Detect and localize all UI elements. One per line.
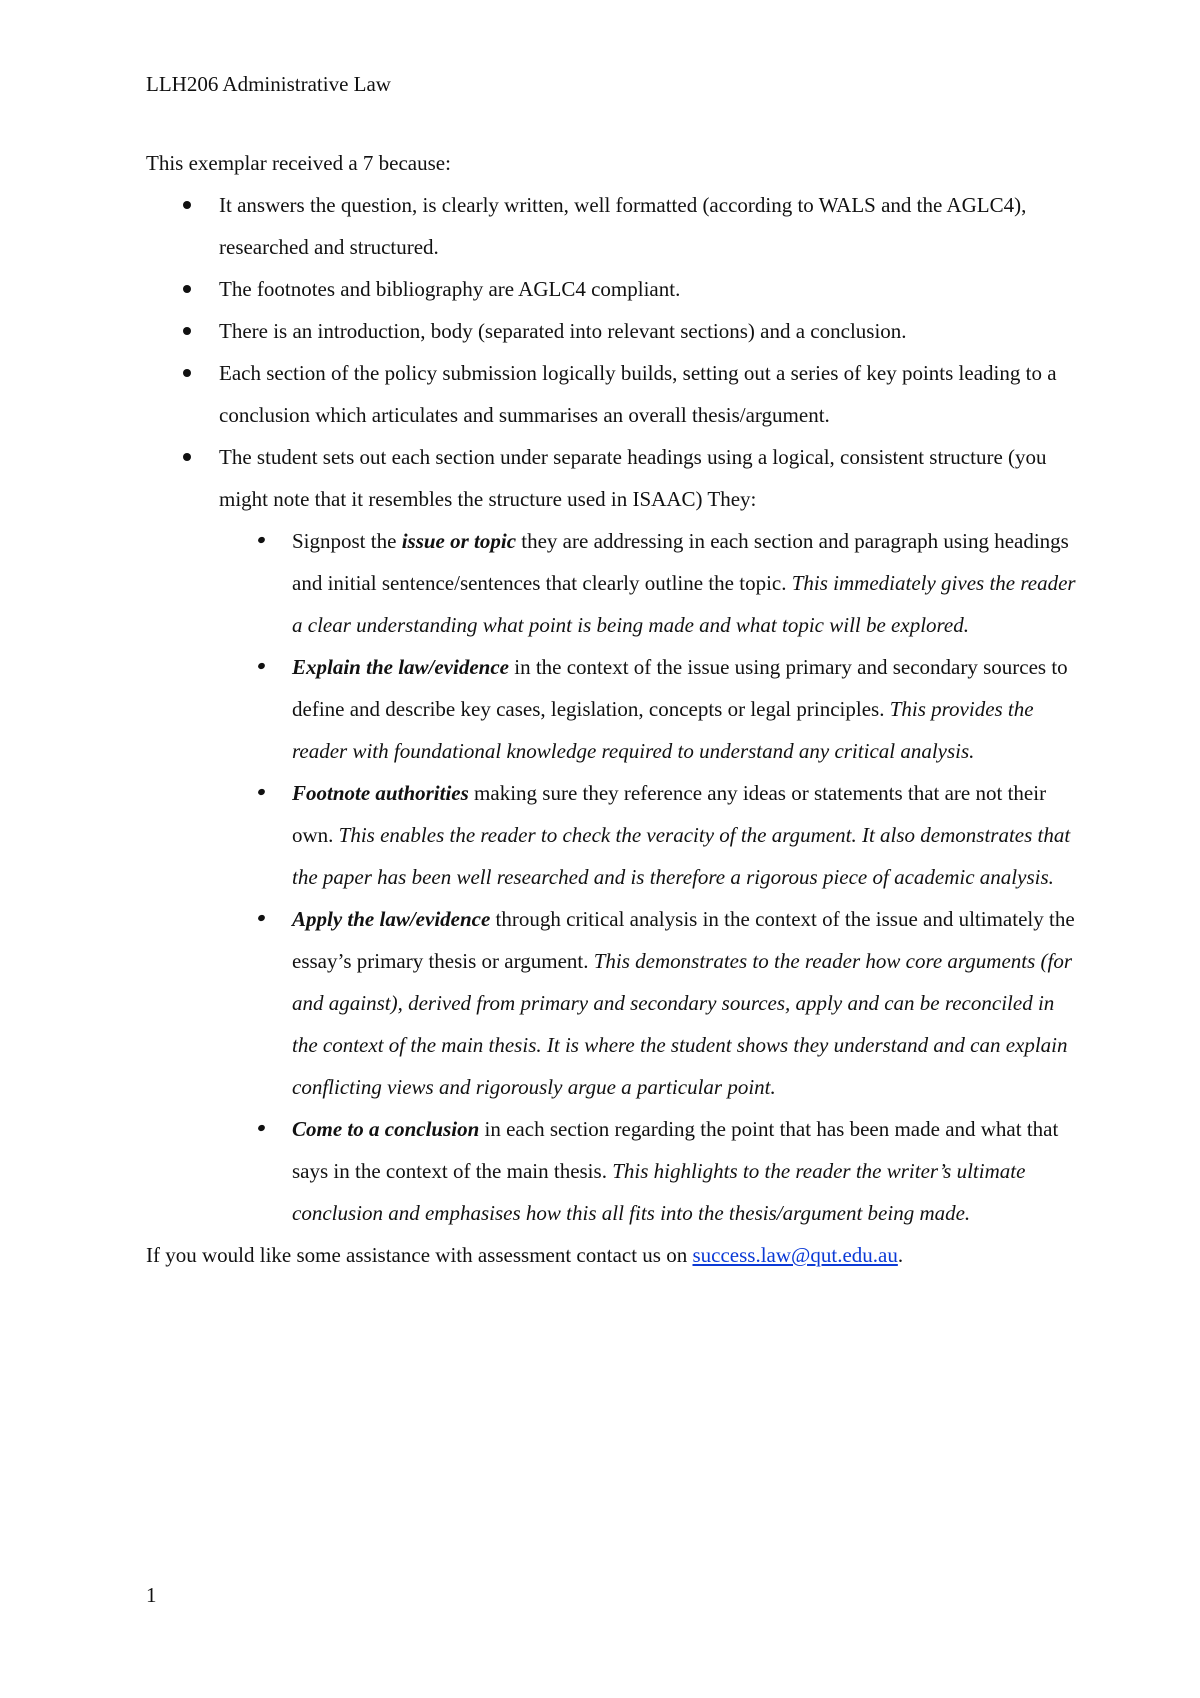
sub-list-item: Explain the law/evidence in the context of the issue using primary and secondary sources to define and describe key cases, legislation, concepts or legal principles. This provides the reader with foundational knowledge required to understand any critical analysis. [292, 646, 1076, 772]
bullet-icon [183, 201, 191, 209]
list-item: The student sets out each section under separate headings using a logical, consistent structure (you might note that it resembles the structure used in ISAAC) They: Signpost the issue or topic they are addressing in each section and paragraph using headings and initial sentence/sentences that clearly outline the topic. This immediately gives the reader a clear understanding what point is being made and what topic will be explored. Explain the law/evidence in the context of the issue using primary and secondary sources to define and describe key cases, legislation, concepts or legal principles. This provides the reader with foundational knowledge required to understand any critical analysis. Footnote authorities making sure they reference any ideas or statements that are not their own. This enables the reader to check the veracity of the argument. It also demonstrates that the paper has been well researched and is therefore a rigorous piece of academic analysis. Apply the law/evidence through critical analysis in the context of the issue and ultimately the essay’s primary thesis or argument. This demonstrates to the reader how core arguments (for and against), derived from primary and secondary sources, apply and can be reconciled in the context of the main thesis. It is where the student shows they understand and can explain conflicting views and rigorously argue a particular point. Come to a conclusion in each section regarding the point that has been made and what that says in the context of the main thesis. This highlights to the reader the writer’s ultimate conclusion and emphasises how this all fits into the thesis/argument being made. [219, 436, 1076, 1234]
list-item: The footnotes and bibliography are AGLC4 compliant. [219, 268, 1076, 310]
sub-list-item: Apply the law/evidence through critical analysis in the context of the issue and ultimately the essay’s primary thesis or argument. This demonstrates to the reader how core arguments (for and against), derived from primary and secondary sources, apply and can be reconciled in the context of the main thesis. It is where the student shows they understand and can explain conflicting views and rigorously argue a particular point. [292, 898, 1076, 1108]
bullet-icon [183, 453, 191, 461]
sub-list-item: Footnote authorities making sure they reference any ideas or statements that are not their own. This enables the reader to check the veracity of the argument. It also demonstrates that the paper has been well researched and is therefore a rigorous piece of academic analysis. [292, 772, 1076, 898]
structure-sublist [219, 520, 1076, 1234]
sub-bullet-icon [257, 536, 266, 544]
sub-bullet-icon [257, 662, 266, 670]
sub-bullet-icon [257, 1124, 266, 1132]
bullet-icon [183, 285, 191, 293]
list-item: It answers the question, is clearly written, well formatted (according to WALS and the AGLC4), researched and structured. [219, 184, 1076, 268]
sub-list-item: Signpost the issue or topic they are addressing in each section and paragraph using headings and initial sentence/sentences that clearly outline the topic. This immediately gives the reader a clear understanding what point is being made and what topic will be explored. [292, 520, 1076, 646]
document-header: LLH206 Administrative Law [146, 72, 391, 96]
bullet-icon [183, 327, 191, 335]
intro-text: This exemplar received a 7 because: [146, 151, 451, 175]
sub-list-item: Come to a conclusion in each section regarding the point that has been made and what that says in the context of the main thesis. This highlights to the reader the writer’s ultimate conclusion and emphasises how this all fits into the thesis/argument being made. [292, 1108, 1076, 1234]
contact-line: If you would like some assistance with assessment contact us on success.law@qut.edu.au. [146, 1243, 904, 1267]
list-item: There is an introduction, body (separated into relevant sections) and a conclusion. [219, 310, 1076, 352]
sub-bullet-icon [257, 788, 266, 796]
bullet-icon [183, 369, 191, 377]
criteria-list [146, 184, 1076, 1234]
page-number: 1 [146, 1583, 157, 1607]
contact-email-link[interactable]: success.law@qut.edu.au [692, 1243, 898, 1267]
list-item: Each section of the policy submission logically builds, setting out a series of key points leading to a conclusion which articulates and summarises an overall thesis/argument. [219, 352, 1076, 436]
document-body [146, 142, 1076, 1276]
sub-bullet-icon [257, 914, 266, 922]
